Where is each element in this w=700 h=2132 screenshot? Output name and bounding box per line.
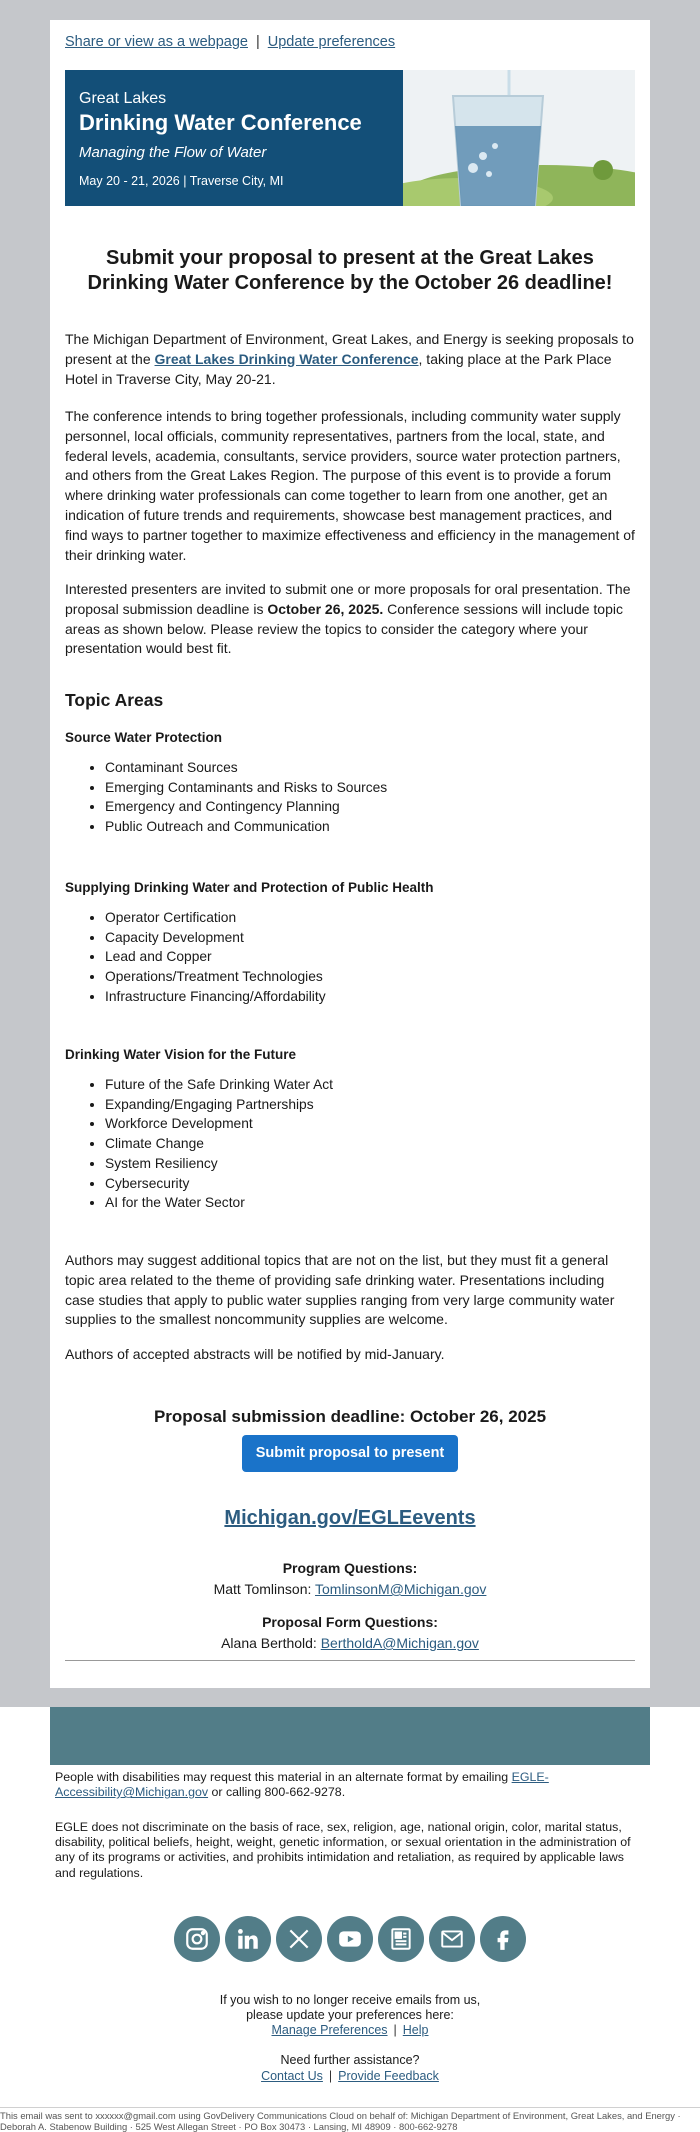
topic-item: • Operations/Treatment Technologies [105,967,326,987]
manage-preferences-link[interactable]: Manage Preferences [271,2023,388,2037]
topic-item: • Climate Change [105,1134,333,1154]
bottom-divider [0,2107,700,2108]
water-glass-illustration [403,70,635,206]
form-contact-name: Alana Berthold: [221,1635,321,1651]
events-url [65,1507,635,1530]
top-links-separator: | [255,34,260,50]
email-icon[interactable] [429,1916,475,1962]
additional-topics-paragraph: Authors may suggest additional topics that are not on the list, but they must fit a general topic area related to the theme of providing safe drinking water. Presentations including case studies that apply to public water supplies ranging from very large community water supplies to the smallest noncommunity supplies are welcome. [65,1252,615,1328]
topic-list-public-health [65,908,326,1007]
conference-banner[interactable] [65,70,635,206]
news-icon[interactable] [378,1916,424,1962]
banner-tagline: Managing the Flow of Water [79,144,267,161]
nondiscrimination-notice: EGLE does not discriminate on the basis of race, sex, religion, age, national origin, color, marital status, disability, political beliefs, height, weight, genetic information, or sexual orientation in the administration of any of its programs or activities, and prohibits intimidation and retaliation, as required by applicable laws and regulations. [55,1820,631,1880]
banner-title: Drinking Water Conference [79,110,362,135]
topic-item: • Operator Certification [105,908,326,928]
divider [65,1660,635,1661]
share-webpage-link[interactable]: Share or view as a webpage [65,34,248,50]
banner-text-panel [65,70,403,206]
topic-list-future-vision [65,1075,333,1213]
accessibility-text-after: or calling 800-662-9278. [208,1785,346,1800]
assistance-links [0,2069,700,2085]
assistance-text: Need further assistance? [280,2053,420,2067]
linkedin-icon[interactable] [225,1916,271,1962]
intro-paragraph [65,330,635,389]
topic-item: • Expanding/Engaging Partnerships [105,1095,333,1115]
accessibility-notice [55,1770,645,1800]
provide-feedback-link[interactable]: Provide Feedback [338,2069,439,2083]
legal-footer: This email was sent to xxxxxx@gmail.com using GovDelivery Communications Cloud on behalf of: Michigan Department of Environment, Great Lakes, and Energy · Deborah A. Stabenow Building · 525 West Allegan Street · PO Box 30473 · Lansing, MI 48909 · 800-662-9278 [0,2110,681,2132]
topic-item: • Contaminant Sources [105,758,387,778]
invite-text-after: Conference sessions will include topic areas as shown below. Please review the topics to consider the category where your presentation would best fit. [65,600,623,657]
assistance-separator: | [328,2069,333,2083]
form-contact-email[interactable]: BertholdA@Michigan.gov [320,1635,479,1651]
topic-item: • Public Outreach and Communication [105,817,387,837]
topic-group-title: Drinking Water Vision for the Future [65,1047,297,1062]
banner-dates: May 20 - 21, 2026 | Traverse City, MI [79,174,284,188]
preferences-links [0,2023,700,2039]
youtube-icon[interactable] [327,1916,373,1962]
invite-text-before: Interested presenters are invited to submit one or more proposals for oral presentation. The proposal submission deadline is [65,581,631,617]
top-links [65,34,395,50]
intro-text-before: The Michigan Department of Environment, Great Lakes, and Energy is seeking proposals to present at the [65,331,634,367]
program-contact-email[interactable]: TomlinsonM@Michigan.gov [315,1581,487,1597]
x-icon[interactable] [276,1916,322,1962]
invite-paragraph [65,580,635,659]
banner-line1: Great Lakes [79,90,167,107]
purpose-paragraph: The conference intends to bring together professionals, including community water supply personnel, local officials, community representatives, partners from the local, state, and federal levels, academia, consultants, service providers, source water protection partners, and others from the Great Lakes Region. The purpose of this event is to provide a forum where drinking water professionals can come together to learn from one another, get an indication of future trends and requirements, showcase best management practices, and find ways to partner together to maximize effectiveness and efficiency in the management of their drinking water. [65,408,635,563]
topic-group-title: Source Water Protection [65,730,223,745]
conference-link[interactable]: Great Lakes Drinking Water Conference [154,350,419,367]
topic-item: • AI for the Water Sector [105,1193,333,1213]
intro-text-after: , taking place at the Park Place Hotel in Traverse City, May 20-21. [65,350,612,387]
accessibility-email-link[interactable]: EGLE-Accessibility@Michigan.gov [55,1770,549,1800]
egle-events-link[interactable]: Michigan.gov/EGLEevents [224,1507,476,1529]
program-contact [65,1581,635,1597]
topic-item: • Cybersecurity [105,1174,333,1194]
topic-item: • Infrastructure Financing/Affordability [105,987,326,1007]
topic-item: • System Resiliency [105,1154,333,1174]
accessibility-text-before: People with disabilities may request this material in an alternate format by emailing [55,1770,512,1784]
unsubscribe-line1: If you wish to no longer receive emails from us, [219,1993,481,2007]
form-contact [65,1635,635,1651]
program-contact-name: Matt Tomlinson: [213,1581,316,1597]
notification-paragraph: Authors of accepted abstracts will be notified by mid-January. [65,1346,445,1362]
form-questions-heading: Proposal Form Questions: [262,1614,438,1630]
contact-us-link[interactable]: Contact Us [261,2069,323,2083]
facebook-icon[interactable] [480,1916,526,1962]
topic-item: • Emergency and Contingency Planning [105,797,387,817]
update-preferences-link[interactable]: Update preferences [267,34,396,50]
topic-list-source-water [65,758,387,837]
water-glass-image [403,70,635,206]
topic-group-title: Supplying Drinking Water and Protection of Public Health [65,880,434,895]
deadline-heading: Proposal submission deadline: October 26, 2025 [153,1407,547,1426]
topic-item: • Future of the Safe Drinking Water Act [105,1075,333,1095]
preferences-separator: | [393,2023,397,2037]
instagram-icon[interactable] [174,1916,220,1962]
topic-item: • Emerging Contaminants and Risks to Sources [105,778,387,798]
footer-band [50,1707,650,1765]
deadline-date: October 26, 2025. [267,600,384,617]
topic-item: • Lead and Copper [105,947,326,967]
program-questions-heading: Program Questions: [282,1560,418,1576]
submit-proposal-button[interactable]: Submit proposal to present [242,1435,458,1472]
topic-item: • Capacity Development [105,928,326,948]
email-card [50,20,650,1688]
page-title: Submit your proposal to present at the Great Lakes Drinking Water Conference by the October 26 deadline! [87,247,613,294]
social-links [174,1916,526,1962]
topic-item: • Workforce Development [105,1114,333,1134]
unsubscribe-line2: please update your preferences here: [246,2008,454,2022]
topic-areas-heading: Topic Areas [65,690,164,710]
help-link[interactable]: Help [402,2023,429,2037]
